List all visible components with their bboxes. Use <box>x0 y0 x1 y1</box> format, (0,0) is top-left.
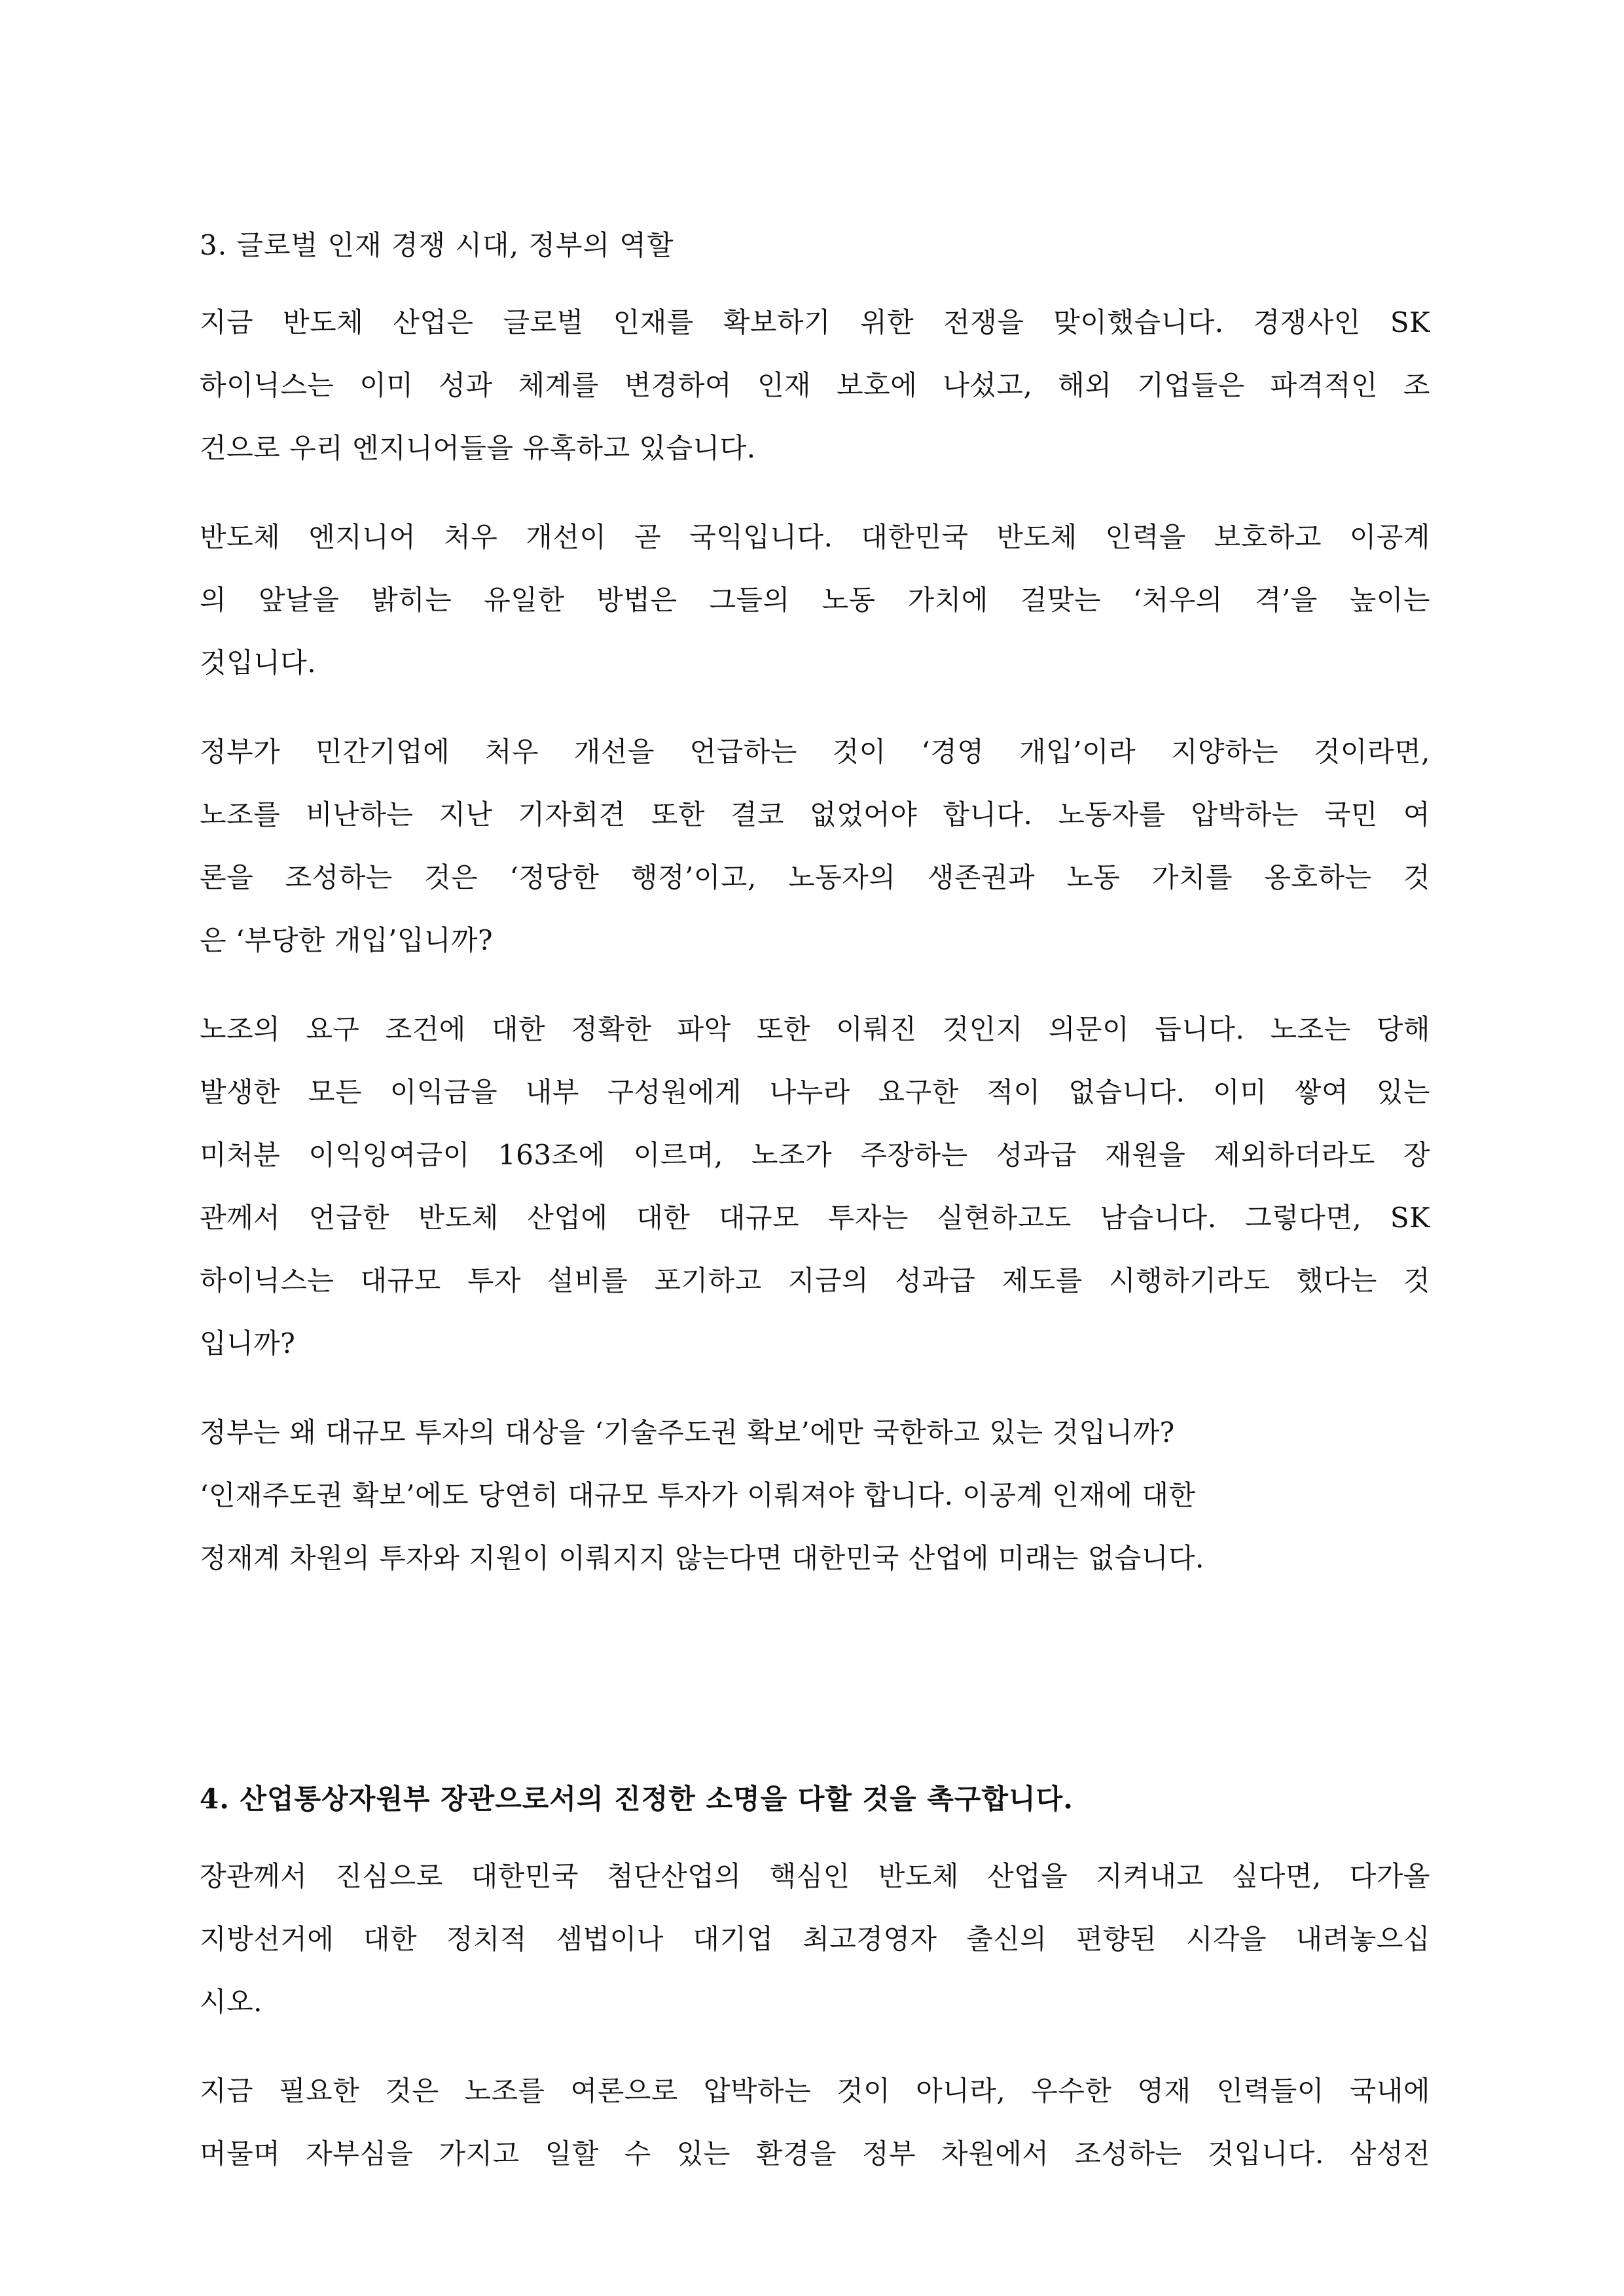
text-line: 하이닉스는 대규모 투자 설비를 포기하고 지금의 성과급 제도를 시행하기라도 했다는 것 <box>200 1265 1430 1297</box>
paragraph <box>200 2060 1430 2185</box>
section-heading-4: 4. 산업통상자원부 장관으로서의 진정한 소명을 다할 것을 촉구합니다. <box>200 1783 1074 1815</box>
paragraph <box>200 998 1430 1375</box>
text-line: 노조의 요구 조건에 대한 정확한 파악 또한 이뤄진 것인지 의문이 듭니다. 노조는 당해 <box>200 1013 1430 1045</box>
text-line: 시오. <box>200 1986 262 2018</box>
document-body <box>200 226 1430 2212</box>
text-line: 발생한 모든 이익금을 내부 구성원에게 나누라 요구한 적이 없습니다. 이미 쌓여 있는 <box>200 1076 1430 1108</box>
text-line: 것입니다. <box>200 647 317 679</box>
paragraph <box>200 1845 1430 2034</box>
text-line: 머물며 자부심을 가지고 일할 수 있는 환경을 정부 차원에서 조성하는 것입니다. 삼성전 <box>200 2138 1430 2170</box>
text-line: 노조를 비난하는 지난 기자회견 또한 결코 없었어야 합니다. 노동자를 압박하는 국민 여 <box>200 798 1430 831</box>
text-line: 론을 조성하는 것은 ‘정당한 행정’이고, 노동자의 생존권과 노동 가치를 옹호하는 것 <box>200 861 1430 893</box>
paragraph <box>200 1401 1430 1590</box>
text-line: 관께서 언급한 반도체 산업에 대한 대규모 투자는 실현하고도 남습니다. 그렇다면, SK <box>200 1202 1430 1234</box>
text-line: 정재계 차원의 투자와 지원이 이뤄지지 않는다면 대한민국 산업에 미래는 없습니다. <box>200 1542 1204 1574</box>
text-line: 정부가 민간기업에 처우 개선을 언급하는 것이 ‘경영 개입’이라 지양하는 것이라면, <box>200 736 1430 768</box>
text-line: 미처분 이익잉여금이 163조에 이르며, 노조가 주장하는 성과급 재원을 제외하더라도 장 <box>200 1139 1430 1171</box>
text-line: 장관께서 진심으로 대한민국 첨단산업의 핵심인 반도체 산업을 지켜내고 싶다면, 다가올 <box>200 1860 1430 1892</box>
text-line: 정부는 왜 대규모 투자의 대상을 ‘기술주도권 확보’에만 국한하고 있는 것입니까? <box>200 1416 1175 1448</box>
text-line: 건으로 우리 엔지니어들을 유혹하고 있습니다. <box>200 432 756 464</box>
paragraph <box>200 506 1430 694</box>
text-line: 지방선거에 대한 정치적 셈법이나 대기업 최고경영자 출신의 편향된 시각을 내려놓으십 <box>200 1923 1430 1955</box>
text-line: 은 ‘부당한 개입’입니까? <box>200 924 494 956</box>
text-line: 지금 필요한 것은 노조를 여론으로 압박하는 것이 아니라, 우수한 영재 인력들이 국내에 <box>200 2075 1430 2107</box>
paragraph <box>200 721 1430 972</box>
text-line: 지금 반도체 산업은 글로벌 인재를 확보하기 위한 전쟁을 맞이했습니다. 경쟁사인 SK <box>200 306 1430 338</box>
section-spacer <box>200 1616 1430 1780</box>
text-line: ‘인재주도권 확보’에도 당연히 대규모 투자가 이뤄져야 합니다. 이공계 인재에 대한 <box>200 1479 1196 1511</box>
text-line: 입니까? <box>200 1327 296 1359</box>
section-heading-3: 3. 글로벌 인재 경쟁 시대, 정부의 역할 <box>200 229 674 261</box>
paragraph <box>200 291 1430 480</box>
text-line: 의 앞날을 밝히는 유일한 방법은 그들의 노동 가치에 걸맞는 ‘처우의 격’을 높이는 <box>200 584 1430 616</box>
text-line: 반도체 엔지니어 처우 개선이 곧 국익입니다. 대한민국 반도체 인력을 보호하고 이공계 <box>200 521 1430 553</box>
text-line: 하이닉스는 이미 성과 체계를 변경하여 인재 보호에 나섰고, 해외 기업들은 파격적인 조 <box>200 369 1430 401</box>
